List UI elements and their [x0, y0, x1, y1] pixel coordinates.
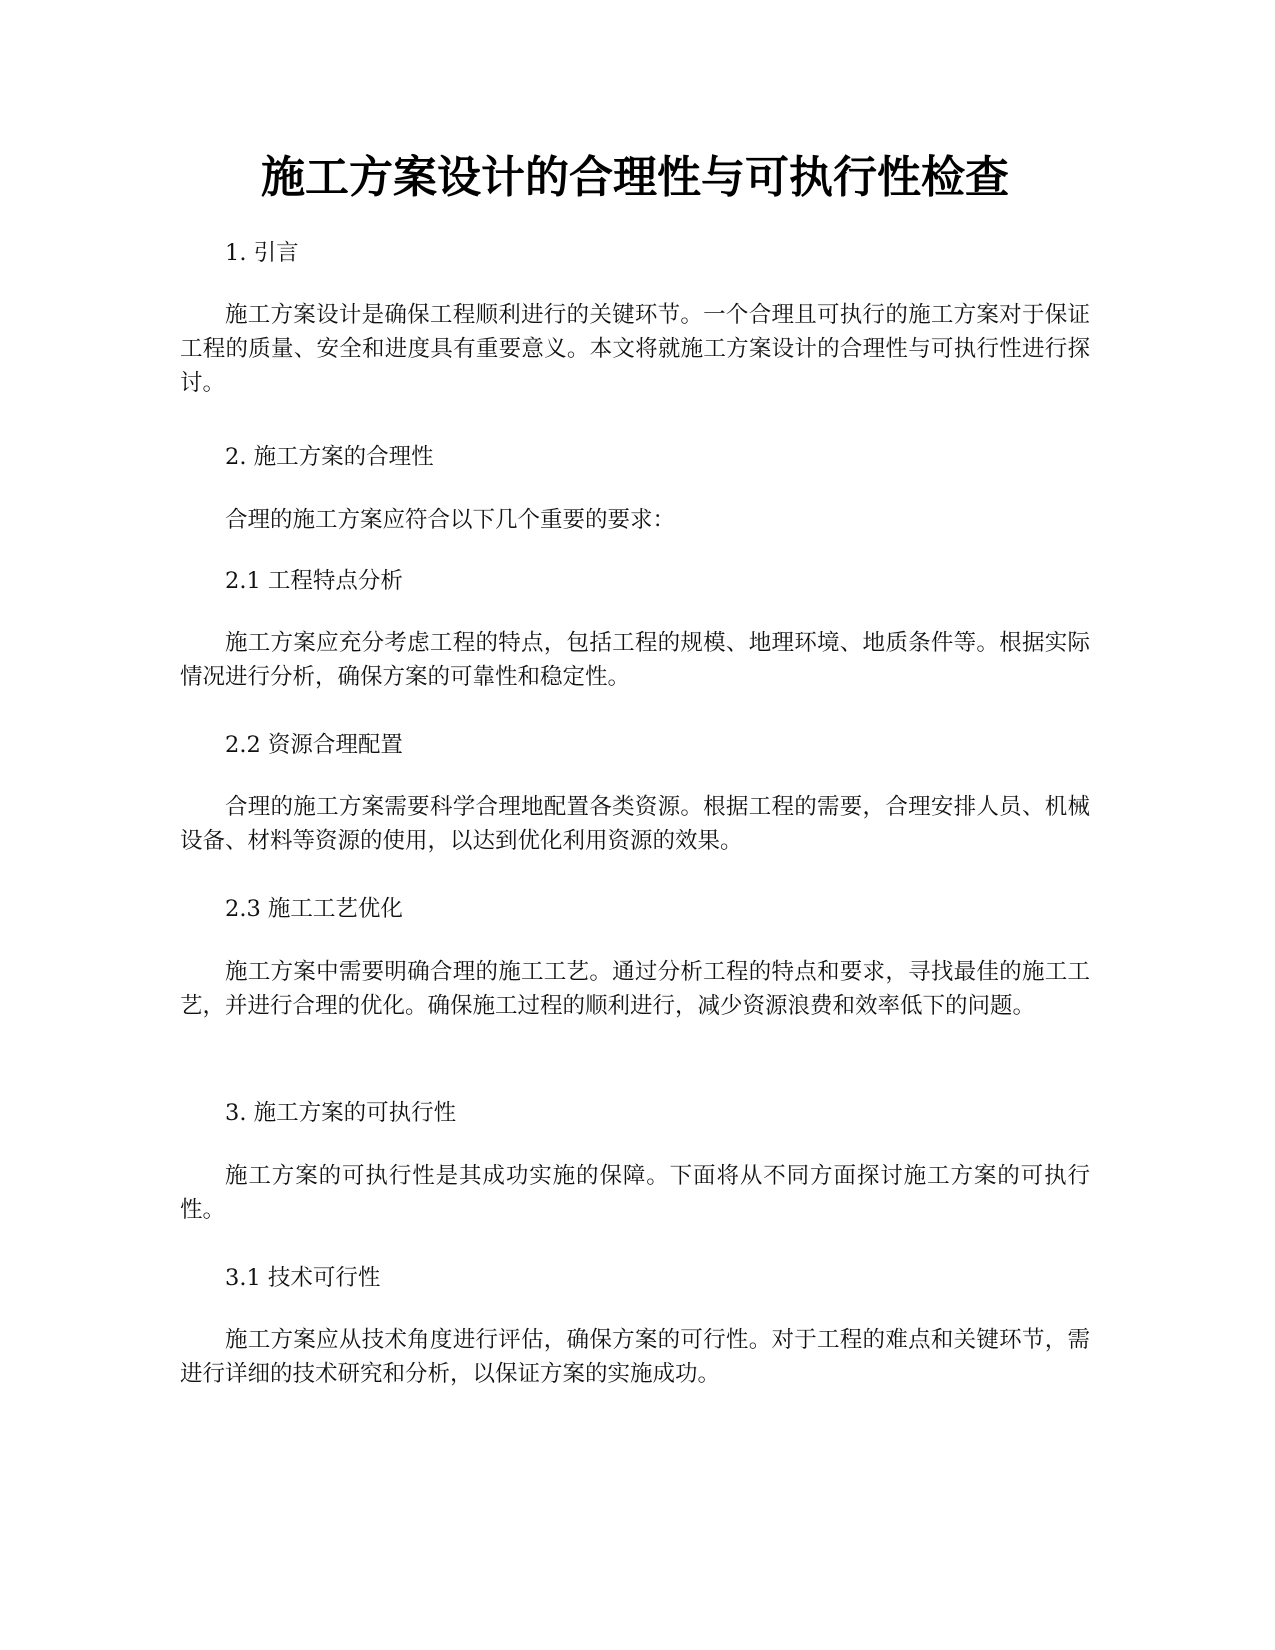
- section-heading-2: 2. 施工方案的合理性: [225, 444, 434, 470]
- paragraph-reasonable-requirements: 合理的施工方案应符合以下几个重要的要求：: [225, 507, 676, 533]
- paragraph-process-optimization: 施工方案中需要明确合理的施工工艺。通过分析工程的特点和要求，寻找最佳的施工工艺，并进行合理的优化。确保施工过程的顺利进行，减少资源浪费和效率低下的问题。: [180, 959, 1090, 1019]
- paragraph-intro: 施工方案设计是确保工程顺利进行的关键环节。一个合理且可执行的施工方案对于保证工程的质量、安全和进度具有重要意义。本文将就施工方案设计的合理性与可执行性进行探讨。: [180, 302, 1090, 396]
- section-heading-2-2: 2.2 资源合理配置: [225, 732, 403, 758]
- paragraph-executability: 施工方案的可执行性是其成功实施的保障。下面将从不同方面探讨施工方案的可执行性。: [180, 1163, 1090, 1223]
- section-heading-2-3: 2.3 施工工艺优化: [225, 896, 403, 922]
- section-heading-3-1: 3.1 技术可行性: [225, 1265, 381, 1291]
- section-heading-3: 3. 施工方案的可执行性: [225, 1100, 457, 1126]
- paragraph-technical-feasibility: 施工方案应从技术角度进行评估，确保方案的可行性。对于工程的难点和关键环节，需进行详细的技术研究和分析，以保证方案的实施成功。: [180, 1327, 1090, 1387]
- paragraph-engineering-analysis: 施工方案应充分考虑工程的特点，包括工程的规模、地理环境、地质条件等。根据实际情况进行分析，确保方案的可靠性和稳定性。: [180, 630, 1090, 690]
- section-heading-1: 1. 引言: [225, 240, 299, 266]
- section-heading-2-1: 2.1 工程特点分析: [225, 568, 403, 594]
- document-page: [180, 0, 1090, 1650]
- document-title: 施工方案设计的合理性与可执行性检查: [261, 152, 1009, 203]
- paragraph-resource-allocation: 合理的施工方案需要科学合理地配置各类资源。根据工程的需要，合理安排人员、机械设备、材料等资源的使用，以达到优化利用资源的效果。: [180, 794, 1090, 854]
